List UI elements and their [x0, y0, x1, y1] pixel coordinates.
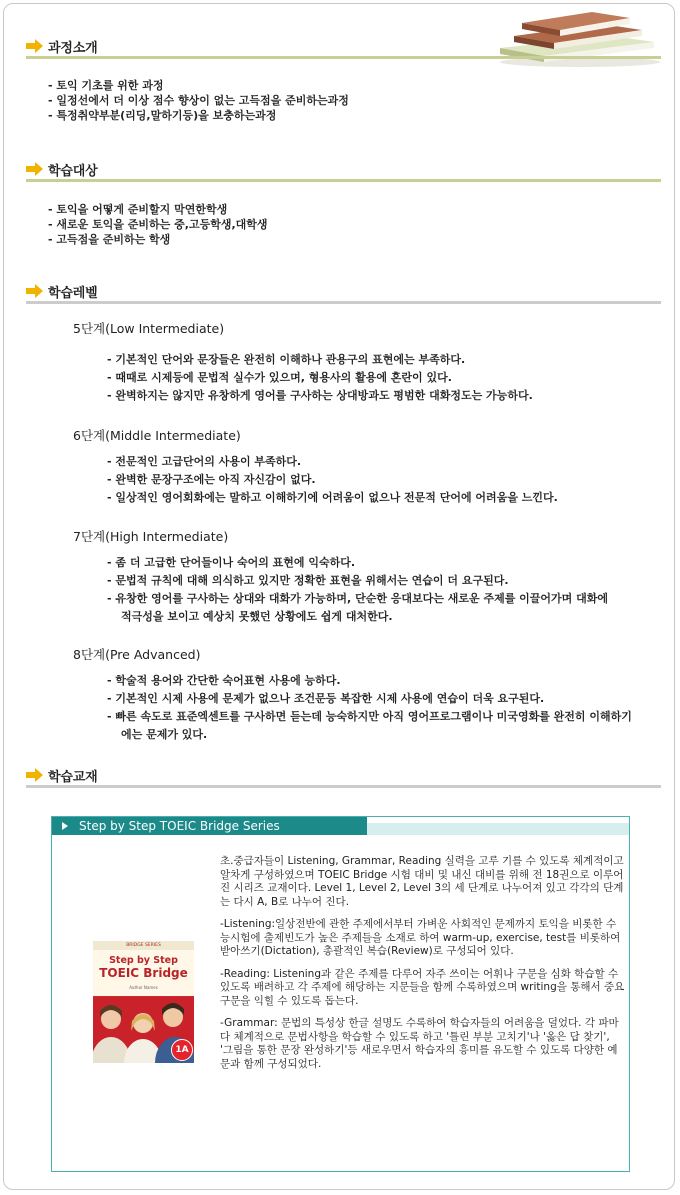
textbook-description [220, 855, 625, 1080]
section-divider [26, 56, 661, 59]
level-list [107, 554, 619, 626]
textbook-tab [52, 817, 367, 835]
section-course-intro [26, 37, 661, 123]
section-title: 과정소개 [48, 41, 98, 56]
arrow-right-icon [26, 162, 44, 176]
cover-title-line2: TOEIC Bridge [99, 966, 188, 980]
description-paragraph: 초.중급자들이 Listening, Grammar, Reading 실력을 고루 기를 수 있도록 체계적이고 알차게 구성하였으며 TOEIC Bridge 시험 대비 및 내신 대비를 위해 전 18권으로 이루어진 시리즈 교재이다. Level 1, Level 2, Level 3의 세 단계로 나누어져 있고 각각의 단계는 다시 A, B로 나누어 진다. [220, 855, 624, 908]
level-badge: 1A [171, 1039, 193, 1061]
list-item: - 새로운 토익을 준비하는 중,고등학생,대학생 [48, 218, 268, 231]
section-divider [26, 785, 661, 788]
list-item: - 전문적인 고급단어의 사용이 부족하다. [107, 455, 302, 468]
cover-series: BRIDGE SERIES [126, 943, 161, 948]
triangle-right-icon [62, 822, 68, 830]
tab-strip [367, 823, 629, 835]
description-paragraph: -Grammar: 문법의 특성상 한글 설명도 수록하여 학습자들의 어려움을 덜었다. 각 파마다 체계적으로 문법사항을 학습할 수 있도록 하고 '틀린 부분 고치기'나 '옳은 답 찾기', '그림을 통한 문장 완성하기'등 새로우면서 학습자의 흥미를 유도할 수 있도록 다양한 예문과 함께 구성되었다. [220, 1017, 619, 1070]
list-item: - 빠른 속도로 표준엑센트를 구사하면 듣는데 능숙하지만 아직 영어프로그램이나 미국영화를 완전히 이해하기에는 문제가 있다. [107, 710, 632, 741]
section-materials [26, 766, 661, 786]
level-6 [73, 428, 653, 507]
arrow-right-icon [26, 39, 44, 53]
section-divider [26, 179, 661, 182]
section-title: 학습레벨 [48, 286, 98, 301]
list-item: - 기본적인 단어와 문장들은 완전히 이해하나 관용구의 표현에는 부족하다. [107, 353, 466, 366]
list-item: - 일상적인 영어회화에는 말하고 이해하기에 어려움이 없으나 전문적 단어에 어려움을 느낀다. [107, 491, 558, 504]
section-divider [26, 301, 661, 304]
course-intro-list [48, 78, 661, 123]
list-item: - 일정선에서 더 이상 점수 향상이 없는 고득점을 준비하는과정 [48, 94, 349, 107]
list-item: - 때때로 시제등에 문법적 실수가 있으며, 형용사의 활용에 혼란이 있다. [107, 371, 452, 384]
list-item: - 완벽한 문장구조에는 아직 자신감이 없다. [107, 473, 316, 486]
level-title: 6단계(Middle Intermediate) [73, 428, 241, 443]
level-title: 7단계(High Intermediate) [73, 529, 229, 544]
list-item: - 학술적 용어와 간단한 숙어표현 사용에 능하다. [107, 674, 341, 687]
level-list [107, 351, 653, 405]
arrow-right-icon [26, 768, 44, 782]
list-item: - 특정취약부분(리딩,말하기등)을 보충하는과정 [48, 109, 277, 122]
book-cover-image [93, 941, 194, 1063]
section-target [26, 160, 661, 247]
level-7 [73, 529, 653, 626]
section-title: 학습대상 [48, 164, 98, 179]
level-title: 5단계(Low Intermediate) [73, 321, 225, 336]
level-list [107, 672, 632, 744]
level-title: 8단계(Pre Advanced) [73, 647, 201, 662]
description-paragraph: -Listening:일상전반에 관한 주제에서부터 가벼운 사회적인 문제까지 토익을 비롯한 수능시험에 출제빈도가 높은 주제들을 소재로 하여 warm-up, exercise, test를 비롯하여 받아쓰기(Dictation), 총괄적인 복습(Review)로 구성되어 있다. [220, 918, 621, 957]
arrow-right-icon [26, 284, 44, 298]
list-item: - 완벽하지는 않지만 유창하게 영어를 구사하는 상대방과도 평범한 대화정도는 가능하다. [107, 389, 533, 402]
textbook-box [51, 816, 630, 1172]
list-item: - 기본적인 시제 사용에 문제가 없으나 조건문등 복잡한 시제 사용에 연습이 더욱 요구된다. [107, 692, 545, 705]
target-list [48, 202, 661, 247]
textbook-title: Step by Step TOEIC Bridge Series [79, 819, 280, 833]
list-item: - 문법적 규칙에 대해 의식하고 있지만 정확한 표현을 위해서는 연습이 더 요구된다. [107, 574, 509, 587]
list-item: - 유창한 영어를 구사하는 상대와 대화가 가능하며, 단순한 응대보다는 새로운 주제를 이끌어가며 대화에 적극성을 보이고 예상치 못했던 상황에도 쉽게 대처한다. [107, 592, 608, 623]
list-item: - 토익을 어떻게 준비할지 막연한학생 [48, 203, 228, 216]
cover-title-line1: Step by Step [109, 955, 178, 966]
level-5 [73, 321, 653, 405]
level-8 [73, 647, 653, 744]
list-item: - 좀 더 고급한 단어들이나 숙어의 표현에 익숙하다. [107, 556, 356, 569]
list-item: - 고득점을 준비하는 학생 [48, 233, 171, 246]
cover-authors: Author Names [129, 985, 158, 990]
section-title: 학습교재 [48, 770, 98, 785]
list-item: - 토익 기초를 위한 과정 [48, 79, 164, 92]
section-levels [26, 282, 661, 302]
level-list [107, 453, 653, 507]
description-paragraph: -Reading: Listening과 같은 주제를 다루어 자주 쓰이는 어휘나 구문을 심화 학습할 수 있도록 배려하고 각 주제에 해당하는 지문들을 함께 수록하였으며 writing을 통해서 중요 구문을 익힐 수 있도록 돕는다. [220, 967, 625, 1007]
